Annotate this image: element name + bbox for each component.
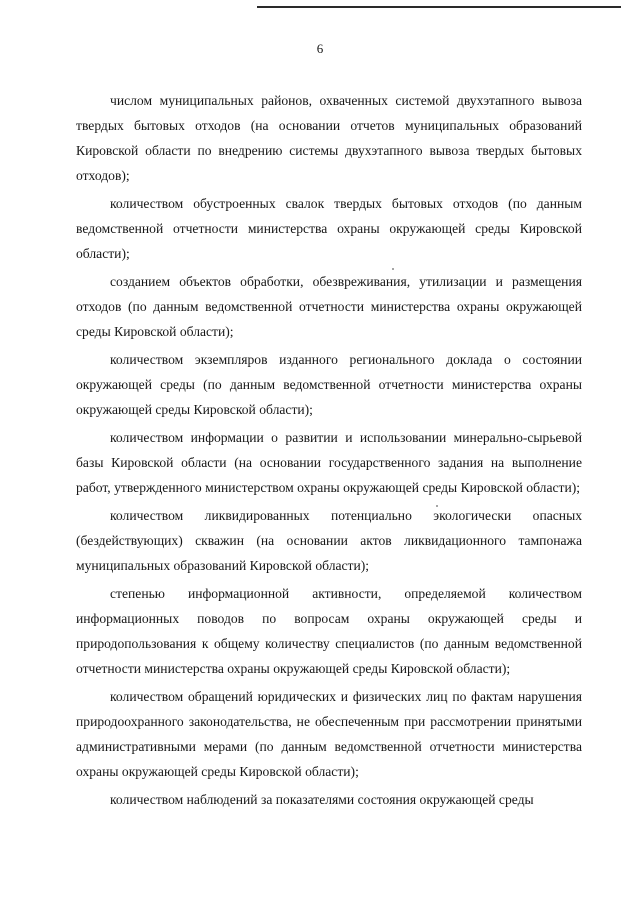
paragraph-4: количеством экземпляров изданного регионального доклада о состоянии окружающей среды (по данным ведомственной отчетности министерства охраны окружающей среды Кировской области); (76, 352, 582, 417)
header-rule (257, 6, 621, 8)
page-number: 6 (316, 41, 324, 56)
paragraph-9: количеством наблюдений за показателями состояния окружающей среды (110, 792, 534, 807)
paragraph-8: количеством обращений юридических и физических лиц по фактам нарушения природоохранного законодательства, не обеспеченным при рассмотрении принятыми административными мерами (по данным ведомственной отчетности министерства охраны окружающей среды Кировской области); (76, 689, 582, 779)
paragraph-2: количеством обустроенных свалок твердых бытовых отходов (по данным ведомственной отчетности министерства охраны окружающей среды Кировской области); (76, 196, 582, 261)
paragraph-6: количеством ликвидированных потенциально экологически опасных (бездействующих) скважин (на основании актов ликвидационного тампонажа муниципальных образований Кировской области); (76, 508, 582, 573)
paragraph-7: степенью информационной активности, определяемой количеством информационных поводов по вопросам охраны окружающей среды и природопользования к общему количеству специалистов (по данным ведомственной отчетности министерства охраны окружающей среды Кировской области); (76, 586, 582, 676)
scan-speck (392, 268, 394, 270)
paragraph-5: количеством информации о развитии и использовании минерально-сырьевой базы Кировской области (на основании государственного задания на выполнение работ, утвержденного министерством охраны окружающей среды Кировской области); (76, 430, 582, 495)
document-body (76, 88, 582, 815)
paragraph-3: созданием объектов обработки, обезвреживания, утилизации и размещения отходов (по данным ведомственной отчетности министерства охраны окружающей среды Кировской области); (76, 274, 582, 339)
paragraph-1: числом муниципальных районов, охваченных системой двухэтапного вывоза твердых бытовых отходов (на основании отчетов муниципальных образований Кировской области по внедрению системы двухэтапного вывоза твердых бытовых отходов); (76, 93, 582, 183)
scan-speck (436, 505, 438, 507)
